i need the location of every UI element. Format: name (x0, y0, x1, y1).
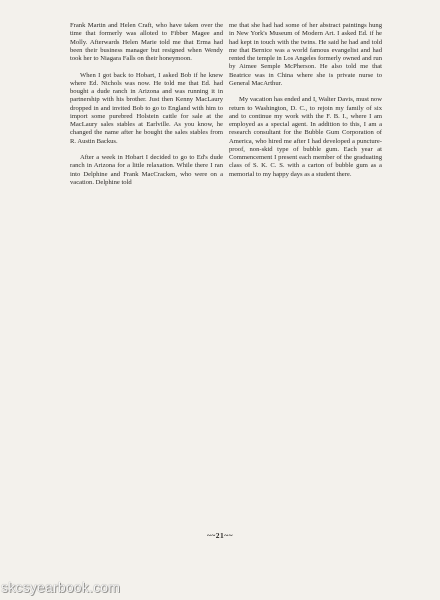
paragraph: me that she had had some of her abstract paintings hung in New York's Museum of Modern Art. I asked Ed. if he had kept in touch with the twins. He said he had and told me that Bernice was a world famous evangelist and had rented the temple in Los Angeles formerly owned and run by Aimee Semple McPherson. He also told me that Beatrice was in China where she is private nurse to General MacArthur. (229, 22, 382, 87)
site-watermark: skcsyearbook.com (1, 579, 121, 595)
page-number: ~~21~~ (206, 531, 234, 540)
paragraph: Frank Martin and Helen Craft, who have taken over the time that formerly was alloted to Fibber Magee and Molly. Afterwards Helen Marie told me that Erma had been their business manager but resigned when Wendy took her to Niagara Falls on their honeymoon. (70, 22, 223, 62)
paragraph: My vacation has ended and I, Walter Davis, must now return to Washington, D. C., to rejoin my family of six and to continue my work with the F. B. I., where I am employed as a special agent. In addition to this, I am a research consultant for the Bubble Gum Corporation of America, who hired me after I had developed a puncture-proof, non-skid type of bubble gum. Each year at Commencement I present each member of the graduating class of S. K. C. S. with a carton of bubble gum as a memorial to my happy days as a student there. (229, 96, 382, 178)
left-text-column (70, 22, 223, 195)
right-text-column (229, 22, 382, 187)
paragraph: After a week in Hobart I decided to go to Ed's dude ranch in Arizona for a little relaxation. While there I ran into Delphine and Frank MacCracken, who were on a vacation. Delphine told (70, 154, 223, 186)
paragraph: When I got back to Hobart, I asked Bob if he knew where Ed. Nichols was now. He told me that Ed. had bought a dude ranch in Arizona and was running it in partnership with his brother. Just then Kenny MacLaury dropped in and invited Bob to go to England with him to import some purebred Holstein cattle for sale at the MacLaury sales stables at Earlville. As you know, he changed the name after he bought the sales stables from R. Austin Backus. (70, 71, 223, 145)
